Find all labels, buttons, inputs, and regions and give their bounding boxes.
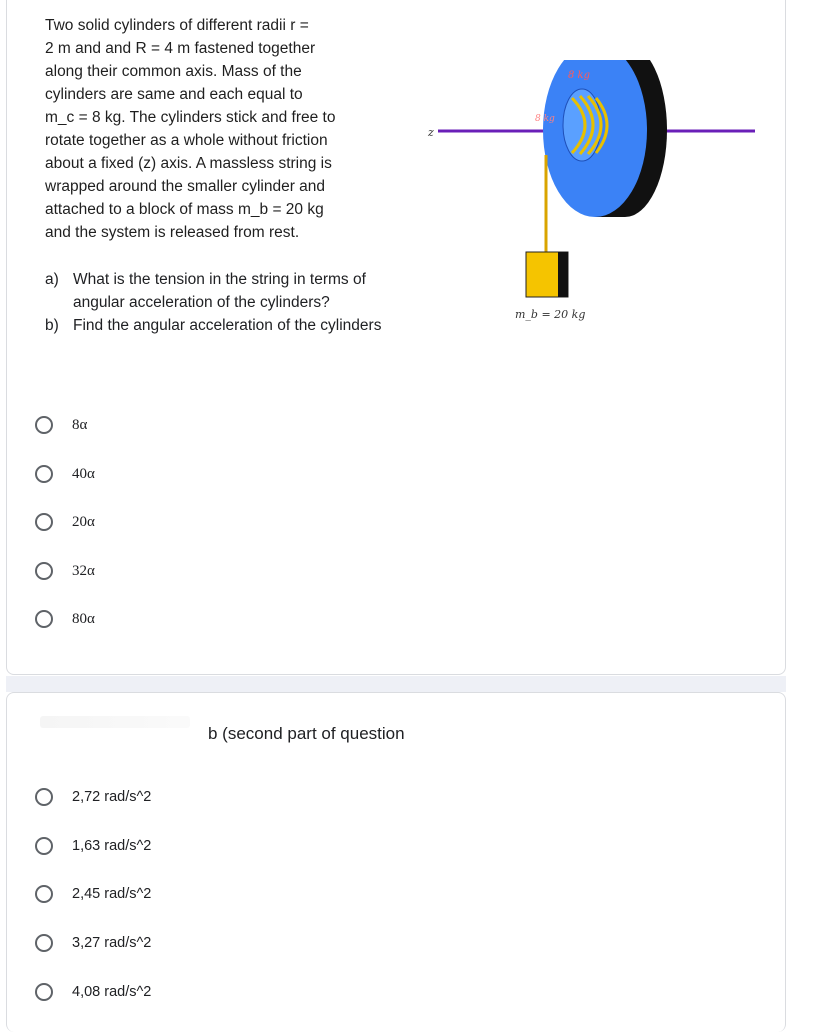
- part-b: [45, 314, 385, 337]
- radio-button[interactable]: [35, 562, 53, 580]
- part-a-text: What is the tension in the string in terms of angular acceleration of the cylinders?: [73, 271, 366, 311]
- card-separator: [6, 676, 786, 692]
- question-line: 2 m and and R = 4 m fastened together: [45, 40, 316, 57]
- question-line: about a fixed (z) axis. A massless string is: [45, 155, 332, 172]
- question-line: wrapped around the smaller cylinder and: [45, 178, 326, 195]
- radio-button[interactable]: [35, 465, 53, 483]
- big-cylinder-mass-label: 8 kg: [568, 70, 591, 81]
- question-line: along their common axis. Mass of the: [45, 63, 302, 80]
- question-line: attached to a block of mass m_b = 20 kg: [45, 201, 324, 218]
- radio-button[interactable]: [35, 788, 53, 806]
- radio-button[interactable]: [35, 837, 53, 855]
- q2-option-5[interactable]: [35, 983, 151, 1001]
- z-axis-label: z: [428, 126, 434, 139]
- question-line: cylinders are same and each equal to: [45, 86, 303, 103]
- radio-button[interactable]: [35, 983, 53, 1001]
- option-label: 32α: [72, 562, 95, 579]
- q2-option-4[interactable]: [35, 934, 151, 952]
- q1-option-3[interactable]: [35, 513, 95, 531]
- question-line: rotate together as a whole without friction: [45, 132, 328, 149]
- part-a-label: a): [45, 271, 59, 288]
- question-line: and the system is released from rest.: [45, 224, 300, 241]
- option-label: 20α: [72, 513, 95, 530]
- option-label: 4,08 rad/s^2: [72, 984, 152, 1000]
- option-label: 2,72 rad/s^2: [72, 789, 152, 805]
- radio-button[interactable]: [35, 934, 53, 952]
- q1-option-2[interactable]: [35, 465, 95, 483]
- question-1-parts: [45, 268, 385, 337]
- q1-option-1[interactable]: [35, 416, 87, 434]
- question-2-title: b (second part of question: [208, 724, 405, 743]
- q2-option-2[interactable]: [35, 837, 151, 855]
- option-label: 1,63 rad/s^2: [72, 838, 152, 854]
- radio-button[interactable]: [35, 885, 53, 903]
- q1-option-5[interactable]: [35, 610, 95, 628]
- q1-option-4[interactable]: [35, 562, 95, 580]
- question-line: Two solid cylinders of different radii r =: [45, 17, 309, 34]
- part-b-text: Find the angular acceleration of the cylinders: [73, 317, 382, 334]
- option-label: 3,27 rad/s^2: [72, 935, 152, 951]
- question-line: m_c = 8 kg. The cylinders stick and free to: [45, 109, 336, 126]
- radio-button[interactable]: [35, 610, 53, 628]
- option-label: 8α: [72, 416, 88, 433]
- question-1-text: [45, 14, 413, 244]
- radio-button[interactable]: [35, 416, 53, 434]
- radio-button[interactable]: [35, 513, 53, 531]
- q2-option-3[interactable]: [35, 885, 151, 903]
- option-label: 2,45 rad/s^2: [72, 886, 152, 902]
- small-cylinder-mass-label: 8 kg: [535, 114, 555, 124]
- faded-question-header: [40, 716, 190, 728]
- option-label: 40α: [72, 465, 95, 482]
- q2-option-1[interactable]: [35, 788, 151, 806]
- cylinder-diagram: [420, 60, 760, 330]
- block-mass-label: m_b = 20 kg: [515, 308, 586, 321]
- part-b-label: b): [45, 317, 59, 334]
- option-label: 80α: [72, 610, 95, 627]
- cylinder-figure: [420, 60, 760, 335]
- part-a: [45, 268, 385, 314]
- block-shadow: [558, 252, 568, 297]
